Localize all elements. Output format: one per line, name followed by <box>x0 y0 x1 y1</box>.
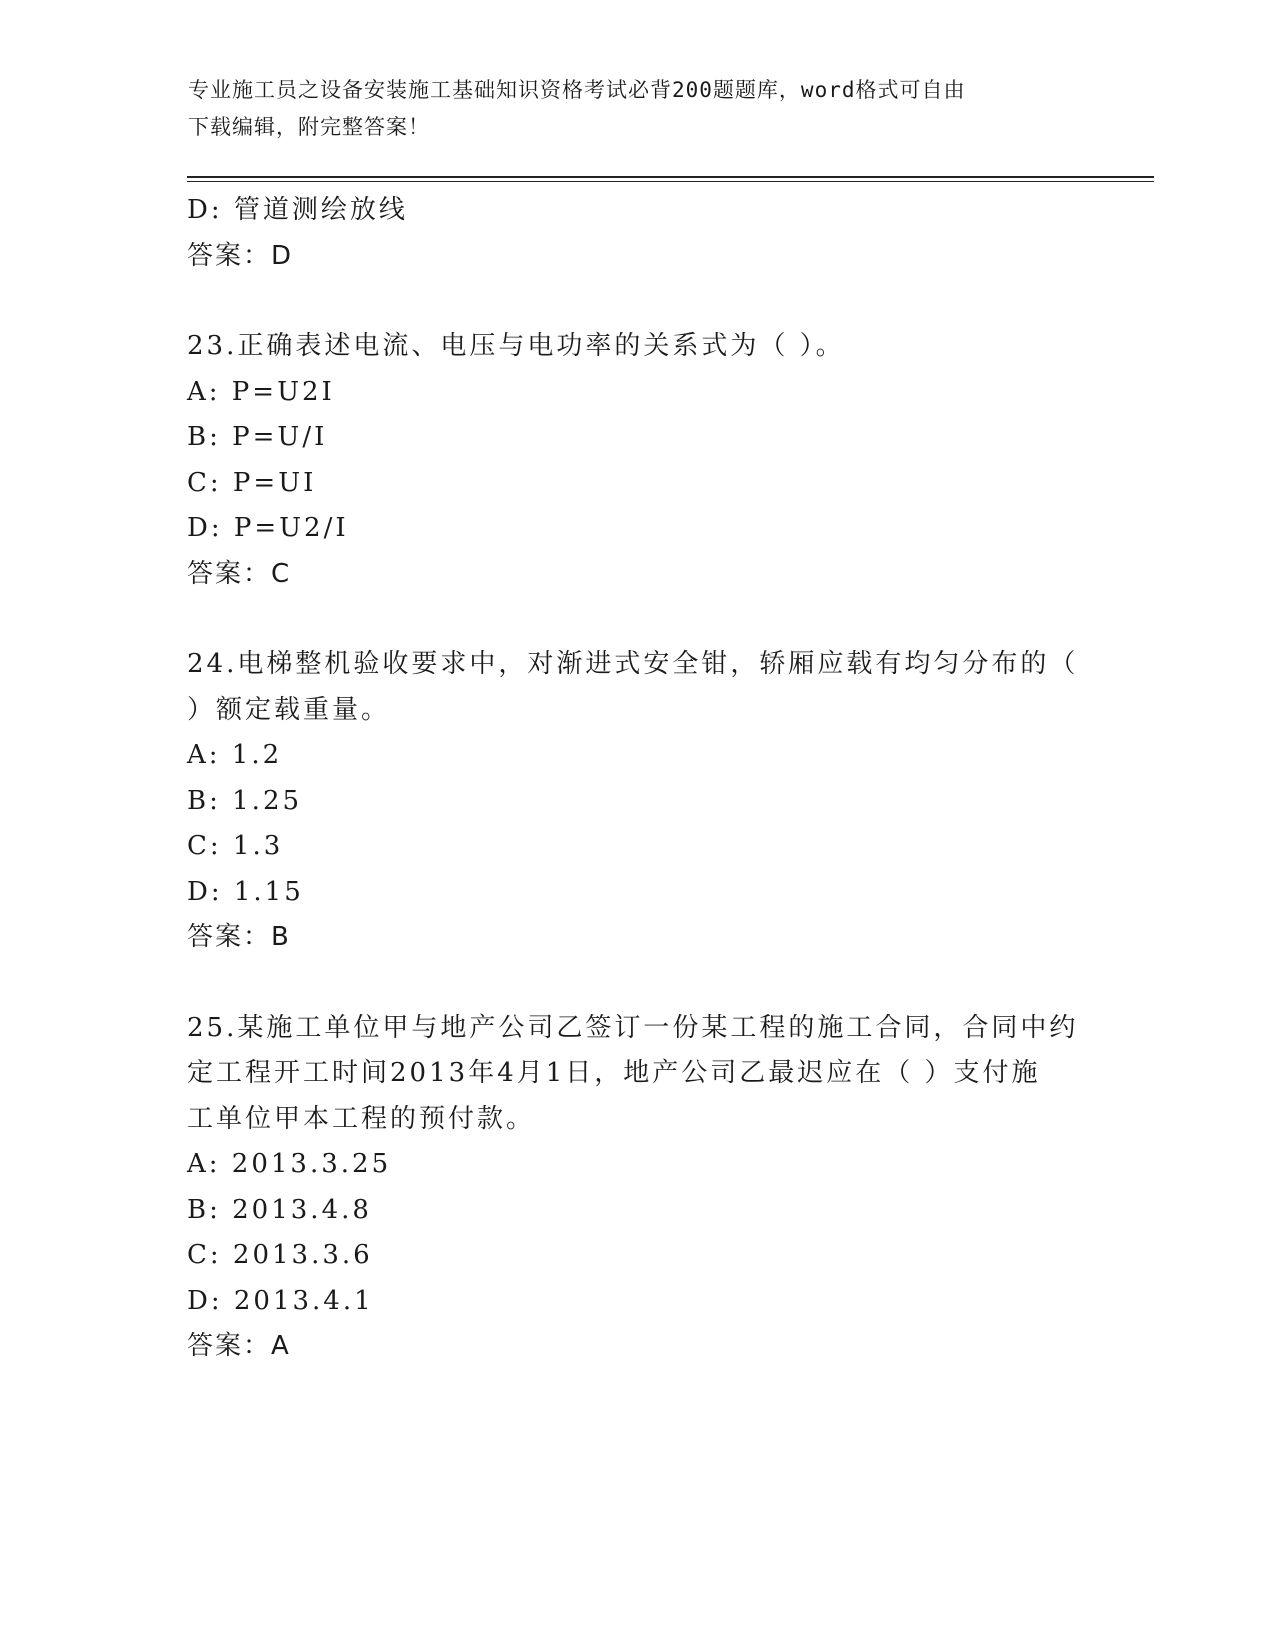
answer: 答案：A <box>187 1331 291 1361</box>
question-text: 24.电梯整机验收要求中，对渐进式安全钳，轿厢应载有均匀分布的（ <box>187 649 1079 679</box>
question-text: ）额定载重量。 <box>187 694 391 725</box>
spacer <box>187 279 1087 324</box>
option-c: C: 2013.3.6 <box>187 1240 373 1270</box>
option-b: B: P=U/I <box>187 422 328 452</box>
answer: 答案：C <box>187 558 292 589</box>
question-text: 工单位甲本工程的预付款。 <box>187 1103 536 1134</box>
question-text: 23.正确表述电流、电压与电功率的关系式为（ ）。 <box>187 331 845 361</box>
option-a: A: 2013.3.25 <box>187 1149 392 1179</box>
document-header <box>188 72 1068 146</box>
option-c: C: 1.3 <box>187 831 284 861</box>
header-line-2: 下载编辑，附完整答案！ <box>188 115 430 139</box>
option-d: D: 1.15 <box>187 876 304 907</box>
option-a: A: P=U2I <box>187 376 335 407</box>
option-d: D: 管道测绘放线 <box>187 195 408 225</box>
question-text: 定工程开工时间2013年4月1日，地产公司乙最迟应在（ ）支付施 <box>187 1058 1041 1088</box>
option-b: B: 1.25 <box>187 785 303 816</box>
spacer <box>187 961 1087 1006</box>
header-line-1: 专业施工员之设备安装施工基础知识资格考试必背200题题库，word格式可自由 <box>188 78 966 102</box>
header-divider-thick <box>187 176 1154 178</box>
option-c: C: P=UI <box>187 467 317 498</box>
header-divider-thin <box>187 181 1154 182</box>
answer: 答案：B <box>187 922 291 952</box>
answer: 答案：D <box>187 240 294 271</box>
option-d: D: P=U2/I <box>187 513 349 543</box>
option-b: B: 2013.4.8 <box>187 1194 372 1225</box>
option-d: D: 2013.4.1 <box>187 1285 374 1316</box>
question-list <box>187 188 1087 1370</box>
question-text: 25.某施工单位甲与地产公司乙签订一份某工程的施工合同，合同中约 <box>187 1012 1079 1043</box>
spacer <box>187 597 1087 642</box>
option-a: A: 1.2 <box>187 740 283 770</box>
